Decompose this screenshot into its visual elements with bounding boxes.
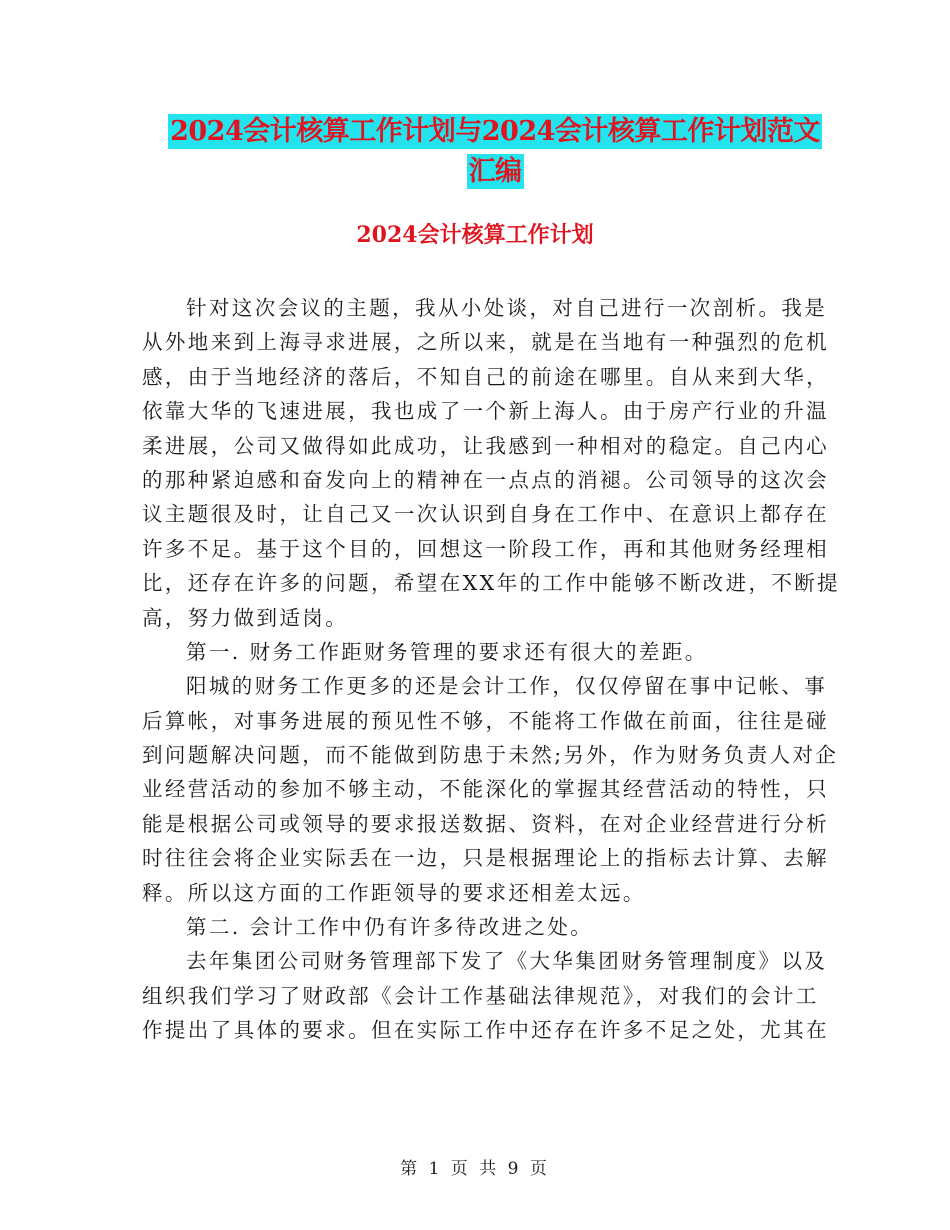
paragraph-line: 的那种紧迫感和奋发向上的精神在一点点的消褪。公司领导的这次会 <box>142 467 829 492</box>
paragraph-line: 后算帐，对事务进展的预见性不够，不能将工作做在前面，往往是碰 <box>142 708 829 733</box>
section-title: 2024会计核算工作计划 <box>356 222 594 248</box>
paragraph-line: 从外地来到上海寻求进展，之所以来，就是在当地有一种强烈的危机 <box>142 330 829 355</box>
document-title <box>140 112 850 192</box>
paragraph-line: 能是根据公司或领导的要求报送数据、资料，在对企业经营进行分析 <box>142 811 829 836</box>
paragraph-line: 阳城的财务工作更多的还是会计工作，仅仅停留在事中记帐、事 <box>186 674 828 699</box>
paragraph-line: 针对这次会议的主题，我从小处谈，对自己进行一次剖析。我是 <box>186 296 828 320</box>
document-body <box>142 291 841 1048</box>
paragraph-line: 去年集团公司财务管理部下发了《大华集团财务管理制度》以及 <box>186 949 828 974</box>
paragraph-line: 到问题解决问题，而不能做到防患于未然;另外，作为财务负责人对企 <box>142 743 839 768</box>
paragraph-line: 比，还存在许多的问题，希望在XX年的工作中能够不断改进，不断提 <box>142 571 841 596</box>
paragraph-line: 依靠大华的飞速进展，我也成了一个新上海人。由于房产行业的升温 <box>142 399 829 424</box>
paragraph-line: 释。所以这方面的工作距领导的要求还相差太远。 <box>142 880 646 905</box>
paragraph-line: 作提出了具体的要求。但在实际工作中还存在许多不足之处，尤其在 <box>142 1018 829 1043</box>
paragraph-line: 业经营活动的参加不够主动，不能深化的掌握其经营活动的特性，只 <box>142 777 829 802</box>
paragraph-line: 时往往会将企业实际丢在一边，只是根据理论上的指标去计算、去解 <box>142 846 829 871</box>
paragraph-line: 组织我们学习了财政部《会计工作基础法律规范》，对我们的会计工 <box>142 983 819 1008</box>
title-line-1: 2024会计核算工作计划与2024会计核算工作计划范文 <box>170 116 820 147</box>
paragraph-line: 高，努力做到适岗。 <box>142 605 349 630</box>
paragraph-line: 许多不足。基于这个目的，回想这一阶段工作，再和其他财务经理相 <box>142 536 829 561</box>
title-line-2: 汇编 <box>468 156 522 187</box>
paragraph-line: 感，由于当地经济的落后，不知自己的前途在哪里。自从来到大华， <box>142 364 829 389</box>
heading-line: 第一. 财务工作距财务管理的要求还有很大的差距。 <box>186 639 708 664</box>
paragraph-line: 柔进展，公司又做得如此成功，让我感到一种相对的稳定。自己内心 <box>142 433 829 458</box>
paragraph-line: 议主题很及时，让自己又一次认识到自身在工作中、在意识上都存在 <box>142 502 829 527</box>
heading-line: 第二. 会计工作中仍有许多待改进之处。 <box>186 915 594 940</box>
page-footer: 第 1 页 共 9 页 <box>400 1159 550 1179</box>
